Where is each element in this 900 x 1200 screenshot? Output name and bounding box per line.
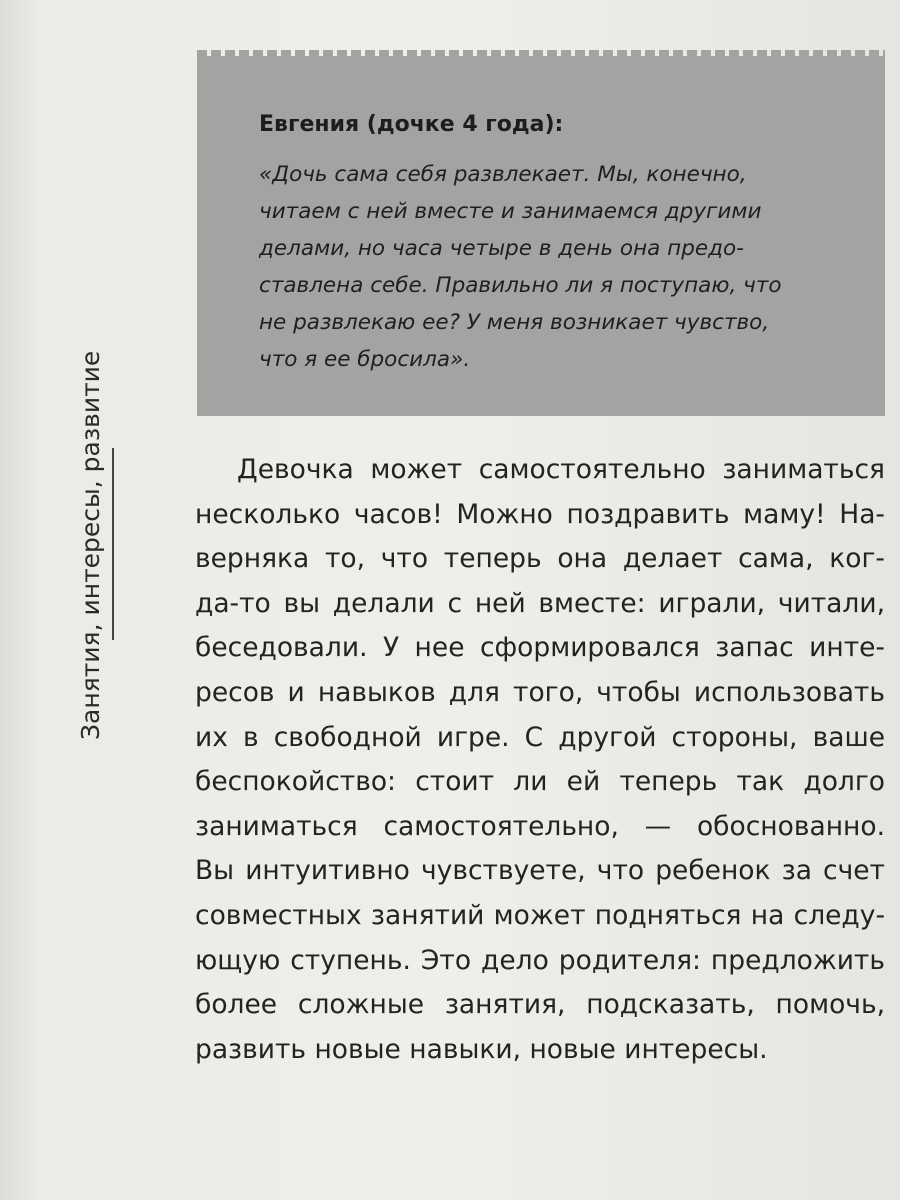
body-line: совместных занятий может подняться на следу-: [195, 899, 885, 931]
quote-box-edge: [197, 50, 885, 62]
quote-line: делами, но часа четыре в день она предо-: [259, 236, 744, 261]
body-line: Девочка может самостоятельно заниматься: [237, 454, 885, 485]
quote-line: что я ее бросила».: [259, 347, 471, 372]
body-line: более сложные занятия, подсказать, помочь,: [195, 989, 885, 1021]
body-paragraph: [195, 448, 885, 1072]
body-line: несколько часов! Можно поздравить маму! На-: [195, 498, 885, 530]
body-line: ресов и навыков для того, чтобы использовать: [195, 676, 885, 708]
quote-text: [259, 156, 819, 378]
body-line: да-то вы делали с ней вместе: играли, читали,: [195, 587, 885, 619]
body-line: заниматься самостоятельно, — обоснованно.: [195, 810, 885, 842]
body-line: их в свободной игре. С другой стороны, ваше: [195, 721, 885, 753]
quote-line: «Дочь сама себя развлекает. Мы, конечно,: [259, 162, 747, 187]
quote-author: Евгения (дочке 4 года):: [259, 112, 564, 137]
body-line: беспокойство: стоит ли ей теперь так долго: [195, 766, 885, 798]
body-line: беседовали. У нее сформировался запас инте-: [195, 632, 885, 664]
quote-line: ставлена себе. Правильно ли я поступаю, что: [259, 273, 782, 298]
running-head: [70, 350, 110, 740]
body-line: развить новые навыки, новые интересы.: [195, 1033, 768, 1065]
body-line: ющую ступень. Это дело родителя: предложить: [195, 944, 885, 976]
quote-box: [197, 56, 885, 416]
body-line: Вы интуитивно чувствуете, что ребенок за счет: [195, 855, 885, 887]
running-head-text: Занятия, интересы, развитие: [75, 350, 105, 740]
quote-line: не развлекаю ее? У меня возникает чувство,: [259, 310, 770, 335]
running-head-rule: [112, 448, 114, 640]
quote-line: читаем с ней вместе и занимаемся другими: [259, 199, 762, 224]
body-line: верняка то, что теперь она делает сама, ког-: [195, 543, 885, 575]
